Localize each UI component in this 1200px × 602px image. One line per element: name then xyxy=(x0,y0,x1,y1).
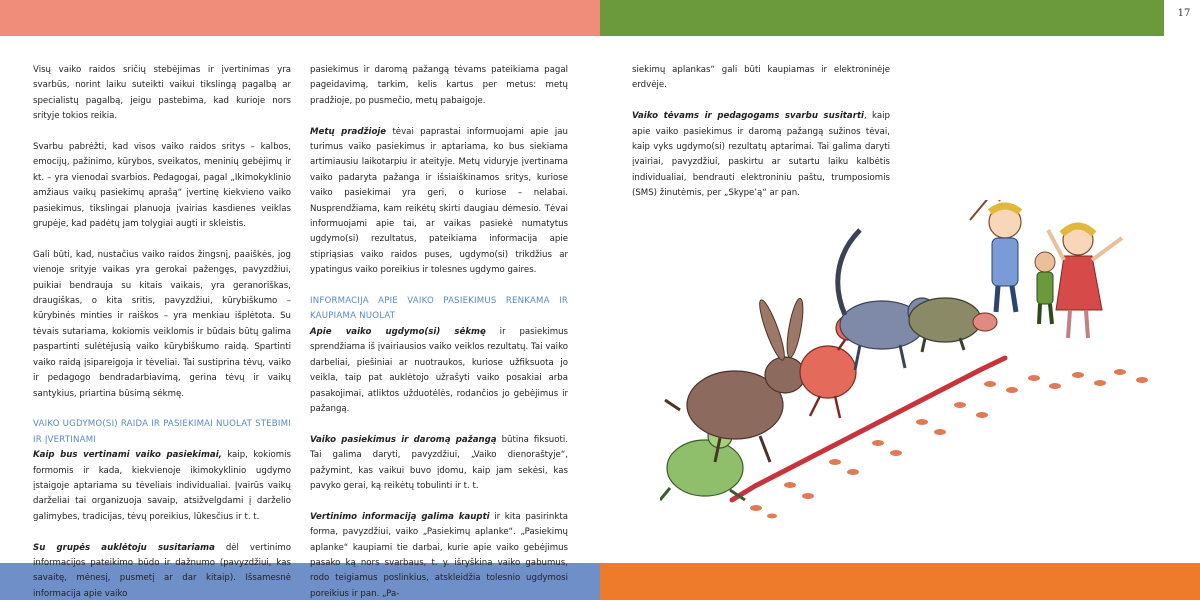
paragraph xyxy=(632,109,890,201)
paragraph xyxy=(310,125,568,279)
paragraph xyxy=(33,448,291,525)
section-heading: VAIKO UGDYMO(SI) RAIDA IR PASIEKIMAI NUOLAT STEBIMI IR ĮVERTINAMI xyxy=(33,419,291,445)
lead-phrase: Su grupės auklėtoju susitariama xyxy=(33,542,215,553)
paragraph: Gali būti, kad, nustačius vaiko raidos žingsnį, paaiškės, jog vienoje srityje vaikas yra gerokai pažengęs, pavyzdžiui, puikiai bendrauja su kitais vaikais, yra geranoriškas, draugiškas, o kita sritis, pavyzdžiui, kūrybiškumo – kūrybinės minties ir raiškos – yra menkiau išplėtota. Su tėvais sutariama, kokiomis veiklomis ir būdais būtų galima paspartinti sulėtėjusią vaiko kūrybiškumo raidą. Spartinti vaiko raidą įsipareigoja ir tėveliai. Tai sustiprina tėvų, vaiko ir pedagogo bendradarbiavimą, gerina tėvų ir vaikų santykius, priartina būsimą sėkmę. xyxy=(33,249,291,399)
paragraph-body: būtina fiksuoti. Tai galima daryti, pavyzdžiui, „Vaiko dienoraštyje“, pažymint, kas vaikui buvo įdomu, kaip jam sekėsi, kas pavyko gerai, ką reikėtų tobulinti ir t. t. xyxy=(310,434,568,491)
paragraph xyxy=(310,433,568,495)
top-right-color-bar xyxy=(600,0,1164,36)
paragraph-body: ir kita pasirinkta forma, pavyzdžiui, vaiko „Pasiekimų aplanke“. „Pasiekimų aplanke“ kaupiami tie darbai, kurie apie vaiko gebėjimus pasako ką nors svarbaus, t. y. išryškina vaiko gabumus, rodo teigiamus poslinkius, atskleidžia tolesnio ugdymosi poreikius ir pan. „Pa- xyxy=(310,511,568,599)
tortoise-drawing xyxy=(909,298,997,352)
lead-phrase: Vaiko tėvams ir pedagogams svarbu susitarti xyxy=(632,111,865,122)
paragraph-body: dėl vertinimo informacijos pateikimo būdo ir dažnumo (pavyzdžiui, kas savaitę, mėnesį, pusmetį ar dar kitaip). Išsamesnė informacija apie vaiko xyxy=(33,542,291,599)
text-column-2 xyxy=(310,63,568,602)
lead-phrase: Metų pradžioje xyxy=(310,126,387,137)
paragraph: Svarbu pabrėžti, kad visos vaiko raidos sritys – kalbos, emocijų, pažinimo, kūrybos, sveikatos, meninių gebėjimų ir kt. – yra vienodai svarbios. Pedagogai, pagal „Ikimokyklinio amžiaus vaikų pasiekimų aprašą“ įvertinę kiekvieno vaiko pasiekimus, tikslingai planuoja įvairias kasdienes veiklas grupėje, kad padėtų jam tolygiai augti ir skleistis. xyxy=(33,142,291,230)
text-column-1 xyxy=(33,63,291,602)
paragraph: pasiekimus ir daromą pažangą tėvams pateikiama pagal pageidavimą, tarkim, kelis kartus per metus: metų pradžioje, po pusmečio, metų pabaigoje. xyxy=(310,65,568,106)
paragraph-body: , kaip apie vaiko pasiekimus ir daromą pažangą sužinos tėvai, kaip vyks ugdymo(si) rezultatų aptarimai. Tai galima daryti įvairiai, pavyzdžiui, paskirtu ar sutartu laiku kalbėtis individualiai, bendrauti elektroniniu paštu, trumposiomis (SMS) žinutėmis, per „Skype’ą“ ar pan. xyxy=(632,111,890,199)
paragraph: Visų vaiko raidos sričių stebėjimas ir įvertinimas yra svarbūs, norint laiku suteikti vaikui tikslingą pagalbą ar specialistų pagalbą, jeigu pastebima, kad kurioje nors srityje tokios reikia. xyxy=(33,65,291,122)
paragraph xyxy=(310,325,568,417)
paragraph: siekimų aplankas“ gali būti kaupiamas ir elektroninėje erdvėje. xyxy=(632,65,890,91)
paragraph xyxy=(33,541,291,602)
boy-with-flag-drawing xyxy=(970,200,1021,312)
paragraph xyxy=(310,510,568,602)
bottom-right-color-bar xyxy=(600,563,1200,600)
lead-phrase: Vertinimo informaciją galima kaupti xyxy=(310,511,490,522)
lead-phrase: Apie vaiko ugdymo(si) sėkmę xyxy=(310,326,486,337)
lead-phrase: Kaip bus vertinami vaiko pasiekimai, xyxy=(33,450,222,461)
small-child-drawing xyxy=(1035,252,1055,324)
girl-drawing xyxy=(1048,225,1122,338)
paragraph-body: tėvai paprastai informuojami apie jau turimus vaiko pasiekimus ir aptariama, ko bus siekiama artimiausiu laikotarpiu ir ateityje. Metų viduryje įvertinama vaiko padaryta pažanga ir išsiaiškinamos sritys, kuriose vaiko pasiekimai yra geri, o kuriose – nelabai. Nusprendžiama, kam reikėtų skirti daugiau dėmesio. Tėvai informuojami apie tai, ar vaikas pasiekė numatytus ugdymo(si) rezultatus, pateikiama informacija apie stipriąsias vaiko raidos puses, ugdymo(si) trikdžius ar ypatingus vaiko poreikius ir tolesnes ugdymo gaires. xyxy=(310,126,568,276)
top-left-color-bar xyxy=(0,0,600,36)
paragraph-body: ir pasiekimus sprendžiama iš įvairiausios vaiko veiklos rezultatų. Tai vaiko darbeliai, piešiniai ar nuotraukos, kuriose užfiksuota jo veikla, taip pat auklėtojo užrašyti vaiko posakiai arba pasakojimai, atliktos užduotėlės, rodančios jo gebėjimus ir pažangą. xyxy=(310,326,568,414)
text-column-3 xyxy=(632,63,890,202)
paragraph-body: kaip, kokiomis formomis ir kada, kiekvienoje ikimokyklinio ugdymo įstaigoje aptariama su tėveliais individualiai. Įvairūs vaikų darželiai tai organizuoja savaip, atsižvelgdami į darželio galimybes, tradicijas, tėvų poreikius, lūkesčius ir t. t. xyxy=(33,450,291,522)
page-number: 17 xyxy=(1177,8,1191,19)
children-animals-illustration xyxy=(660,200,1170,520)
rabbit-drawing xyxy=(665,297,806,462)
lead-phrase: Vaiko pasiekimus ir daromą pažangą xyxy=(310,434,497,445)
section-heading: INFORMACIJA APIE VAIKO PASIEKIMUS RENKAMA IR KAUPIAMA NUOLAT xyxy=(310,296,568,322)
